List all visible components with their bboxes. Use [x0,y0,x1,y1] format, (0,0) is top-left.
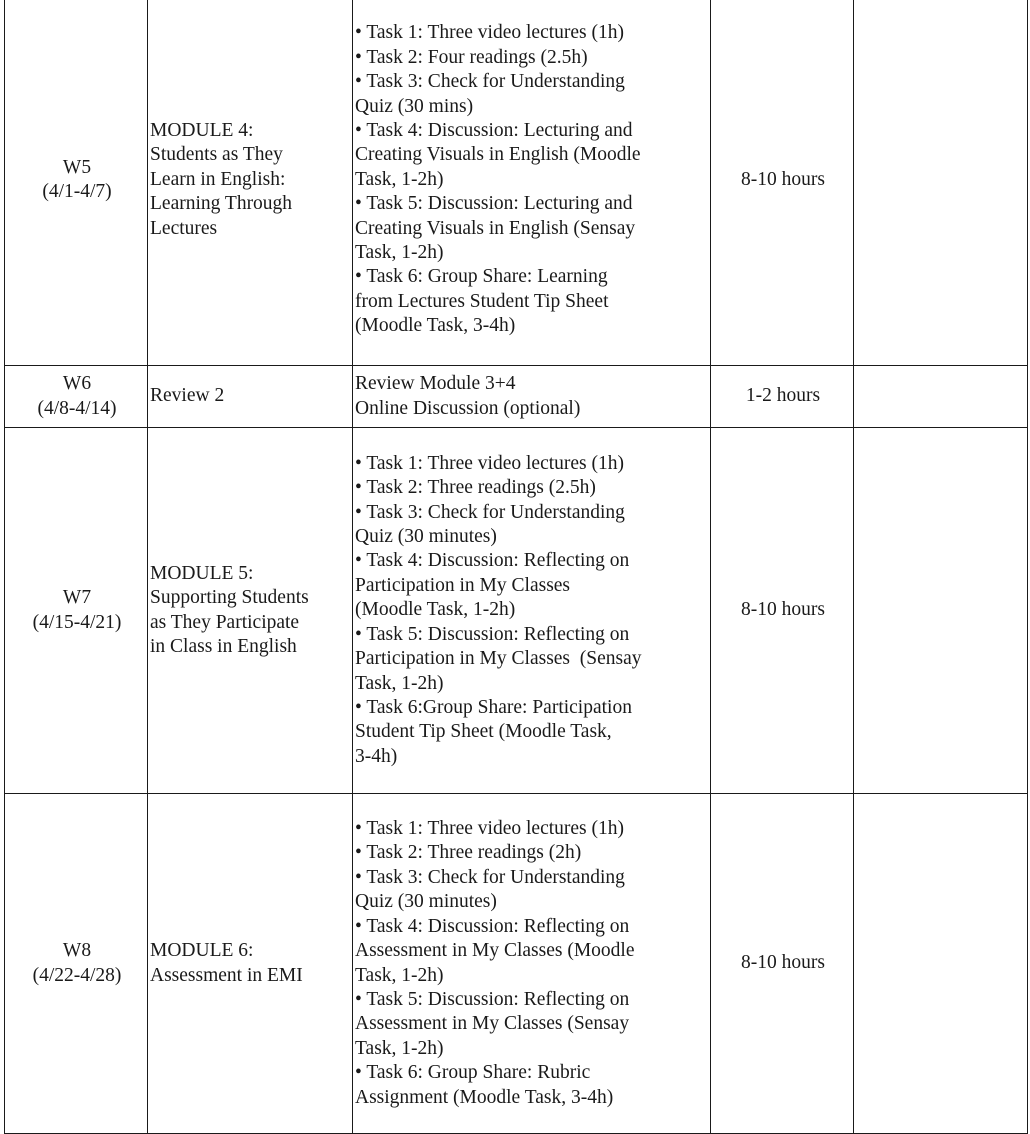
task-item [355,46,710,70]
task-line: Task, 1-2h) [355,964,444,986]
task-line: • Task 1: Three video lectures (1h) [355,22,624,44]
module-line: MODULE 6: [150,940,254,962]
notes-cell [854,0,1028,366]
schedule-body [5,0,1028,1134]
task-line: Student Tip Sheet (Moodle Task, [355,721,612,743]
task-item [355,372,710,396]
module-line: MODULE 4: [150,119,254,141]
task-item [355,119,710,192]
module-cell [148,366,353,428]
course-schedule-table [4,0,1028,1134]
task-line: • Task 3: Check for Understanding [355,866,625,888]
task-line: • Task 1: Three video lectures (1h) [355,818,624,840]
task-item [355,476,710,500]
week-cell [5,0,148,366]
task-line: Creating Visuals in English (Sensay [355,217,636,239]
time-cell [711,366,854,428]
module-cell [148,794,353,1134]
task-line: Quiz (30 minutes) [355,526,497,548]
task-line: • Task 6: Group Share: Learning [355,266,608,288]
task-item [355,21,710,45]
time-estimate: 1-2 hours [745,385,821,407]
time-cell [711,428,854,794]
task-line: • Task 5: Discussion: Lecturing and [355,193,633,215]
table-row [5,366,1028,428]
task-line: • Task 4: Discussion: Reflecting on [355,550,630,572]
task-line: Task, 1-2h) [355,1037,444,1059]
time-estimate: 8-10 hours [741,599,825,621]
task-item [355,1061,710,1110]
week-label: W5 [62,156,92,178]
task-item [355,841,710,865]
week-cell [5,428,148,794]
task-line: Participation in My Classes (Sensay [355,648,642,670]
task-item [355,866,710,915]
week-label: W8 [62,940,92,962]
task-line: Participation in My Classes [355,574,571,596]
task-item [355,696,710,769]
task-line: • Task 1: Three video lectures (1h) [355,452,624,474]
task-line: Quiz (30 mins) [355,95,474,117]
week-dates: (4/1-4/7) [42,181,112,202]
task-item [355,397,710,421]
notes-cell [854,366,1028,428]
time-cell [711,0,854,366]
task-line: Assignment (Moodle Task, 3-4h) [355,1086,614,1108]
task-line: Task, 1-2h) [355,672,444,694]
task-line: (Moodle Task, 3-4h) [355,315,516,337]
task-line: • Task 2: Three readings (2h) [355,842,582,864]
task-line: • Task 4: Discussion: Lecturing and [355,119,633,141]
task-line: • Task 2: Three readings (2.5h) [355,477,596,499]
module-line: Learn in English: [150,168,286,190]
module-cell [148,428,353,794]
task-line: Task, 1-2h) [355,168,444,190]
task-item [355,623,710,696]
task-line: • Task 6: Group Share: Rubric [355,1062,591,1084]
task-line: • Task 5: Discussion: Reflecting on [355,623,630,645]
task-line: • Task 3: Check for Understanding [355,501,625,523]
task-line: Assessment in My Classes (Sensay [355,1013,630,1035]
notes-cell [854,794,1028,1134]
task-line: Creating Visuals in English (Moodle [355,144,641,166]
week-cell [5,794,148,1134]
module-line: Assessment in EMI [150,964,303,986]
module-line: MODULE 5: [150,562,254,584]
task-item [355,549,710,622]
module-line: Learning Through [150,193,293,215]
module-line: Supporting Students [150,587,309,609]
task-line: • Task 4: Discussion: Reflecting on [355,915,630,937]
time-estimate: 8-10 hours [741,168,825,190]
task-line: • Task 2: Four readings (2.5h) [355,46,588,68]
module-line: Students as They [150,144,283,166]
module-line: Lectures [150,217,218,239]
task-item [355,452,710,476]
table-row [5,0,1028,366]
task-item [355,915,710,988]
task-line: (Moodle Task, 1-2h) [355,599,516,621]
time-estimate: 8-10 hours [741,952,825,974]
week-dates: (4/8-4/14) [37,397,117,419]
module-cell [148,0,353,366]
week-label: W7 [62,587,92,609]
week-dates: (4/15-4/21) [32,611,122,633]
task-line: Assessment in My Classes (Moodle [355,940,635,962]
task-line: • Task 3: Check for Understanding [355,71,625,93]
task-item [355,988,710,1061]
module-line: Review 2 [150,385,225,407]
week-label: W6 [62,373,92,395]
tasks-cell [353,428,711,794]
table-row [5,794,1028,1134]
task-line: Online Discussion (optional) [355,397,581,419]
tasks-cell [353,0,711,366]
table-row [5,428,1028,794]
task-line: 3-4h) [355,745,398,767]
task-line: Task, 1-2h) [355,242,444,264]
task-item [355,501,710,550]
tasks-cell [353,794,711,1134]
task-item [355,70,710,119]
notes-cell [854,428,1028,794]
week-dates: (4/22-4/28) [32,964,122,986]
task-line: • Task 6:Group Share: Participation [355,696,632,718]
task-item [355,817,710,841]
task-line: • Task 5: Discussion: Reflecting on [355,988,630,1010]
time-cell [711,794,854,1134]
task-line: Review Module 3+4 [355,373,516,395]
task-item [355,192,710,265]
task-item [355,265,710,338]
week-cell [5,366,148,428]
task-line: from Lectures Student Tip Sheet [355,290,609,312]
tasks-cell [353,366,711,428]
task-line: Quiz (30 minutes) [355,891,497,913]
module-line: in Class in English [150,635,297,657]
module-line: as They Participate [150,611,300,633]
